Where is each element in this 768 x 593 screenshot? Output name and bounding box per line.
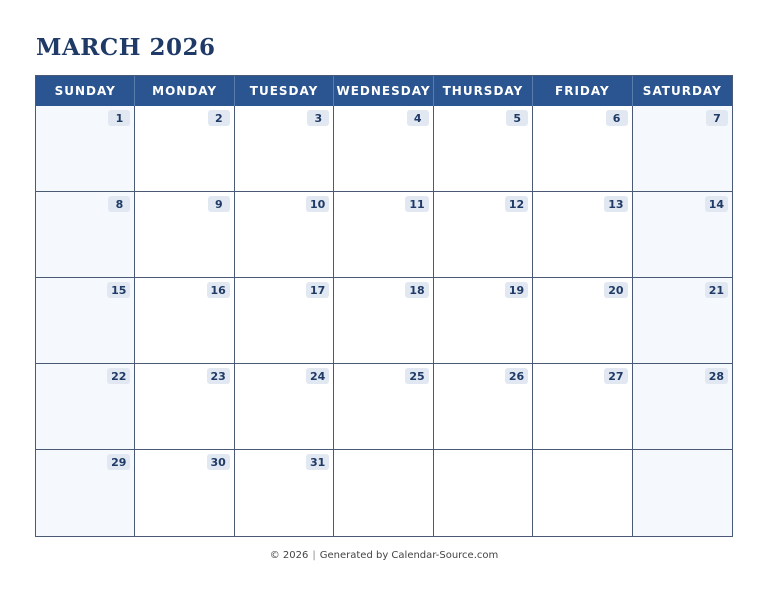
day-cell[interactable]: [633, 192, 732, 278]
day-number: 31: [306, 454, 329, 470]
day-cell[interactable]: [235, 106, 334, 192]
footer-separator: |: [312, 550, 316, 561]
day-number: 21: [705, 282, 728, 298]
day-number: 9: [208, 196, 230, 212]
weekday-saturday: SATURDAY: [642, 84, 722, 98]
weekday-friday: FRIDAY: [533, 76, 632, 106]
day-number: 11: [405, 196, 428, 212]
weekday-sunday: SUNDAY: [36, 76, 135, 106]
day-number: 25: [405, 368, 428, 384]
footer-generated-link[interactable]: Generated by Calendar-Source.com: [319, 550, 499, 561]
weekday-wednesday: WEDNESDAY: [334, 76, 433, 106]
day-cell[interactable]: [434, 192, 533, 278]
weekday-thursday: THURSDAY: [434, 76, 533, 106]
day-cell[interactable]: [633, 278, 732, 364]
day-number: 2: [208, 110, 230, 126]
day-cell[interactable]: [533, 192, 632, 278]
day-number: 19: [505, 282, 528, 298]
day-cell[interactable]: [633, 106, 732, 192]
day-cell-empty: [434, 450, 533, 536]
day-number: 1: [108, 110, 130, 126]
day-cell-empty: [334, 450, 433, 536]
weekday-monday: MONDAY: [135, 76, 234, 106]
day-cell-empty: [633, 450, 732, 536]
day-number: 15: [107, 282, 130, 298]
day-number: 16: [207, 282, 230, 298]
day-cell[interactable]: [533, 106, 632, 192]
day-number: 7: [706, 110, 728, 126]
day-cell[interactable]: [334, 106, 433, 192]
day-cell[interactable]: [135, 364, 234, 450]
day-number: 10: [306, 196, 329, 212]
calendar-grid: [35, 75, 733, 537]
day-cell[interactable]: [533, 364, 632, 450]
day-number: 17: [306, 282, 329, 298]
day-cell[interactable]: [235, 278, 334, 364]
day-cell[interactable]: [135, 192, 234, 278]
day-number: 27: [604, 368, 627, 384]
day-number: 18: [405, 282, 428, 298]
page-title: MARCH 2026: [36, 34, 216, 61]
day-cell[interactable]: [36, 278, 135, 364]
day-cell[interactable]: [434, 106, 533, 192]
day-cell[interactable]: [334, 192, 433, 278]
day-cell[interactable]: [36, 450, 135, 536]
day-number: 12: [505, 196, 528, 212]
day-cell[interactable]: [434, 278, 533, 364]
day-cell[interactable]: [434, 364, 533, 450]
footer: [0, 550, 768, 561]
day-cell[interactable]: [36, 106, 135, 192]
day-cell[interactable]: [135, 278, 234, 364]
day-grid: [36, 106, 732, 536]
day-number: 28: [705, 368, 728, 384]
day-cell[interactable]: [135, 450, 234, 536]
day-cell[interactable]: [36, 364, 135, 450]
day-number: 26: [505, 368, 528, 384]
day-cell[interactable]: [334, 278, 433, 364]
day-number: 5: [506, 110, 528, 126]
day-number: 30: [207, 454, 230, 470]
day-cell[interactable]: [235, 364, 334, 450]
day-number: 8: [108, 196, 130, 212]
day-number: 13: [604, 196, 627, 212]
day-number: 3: [307, 110, 329, 126]
day-cell[interactable]: [36, 192, 135, 278]
day-cell[interactable]: [135, 106, 234, 192]
day-cell[interactable]: [334, 364, 433, 450]
day-number: 14: [705, 196, 728, 212]
day-number: 6: [606, 110, 628, 126]
day-number: 29: [107, 454, 130, 470]
day-cell[interactable]: [235, 192, 334, 278]
day-cell[interactable]: [533, 278, 632, 364]
day-cell[interactable]: [235, 450, 334, 536]
weekday-tuesday: TUESDAY: [235, 76, 334, 106]
weekday-header: [36, 76, 732, 106]
day-number: 4: [407, 110, 429, 126]
day-cell-empty: [533, 450, 632, 536]
day-number: 24: [306, 368, 329, 384]
footer-copyright: © 2026: [269, 550, 309, 561]
day-number: 23: [207, 368, 230, 384]
day-cell[interactable]: [633, 364, 732, 450]
day-number: 22: [107, 368, 130, 384]
day-number: 20: [604, 282, 627, 298]
